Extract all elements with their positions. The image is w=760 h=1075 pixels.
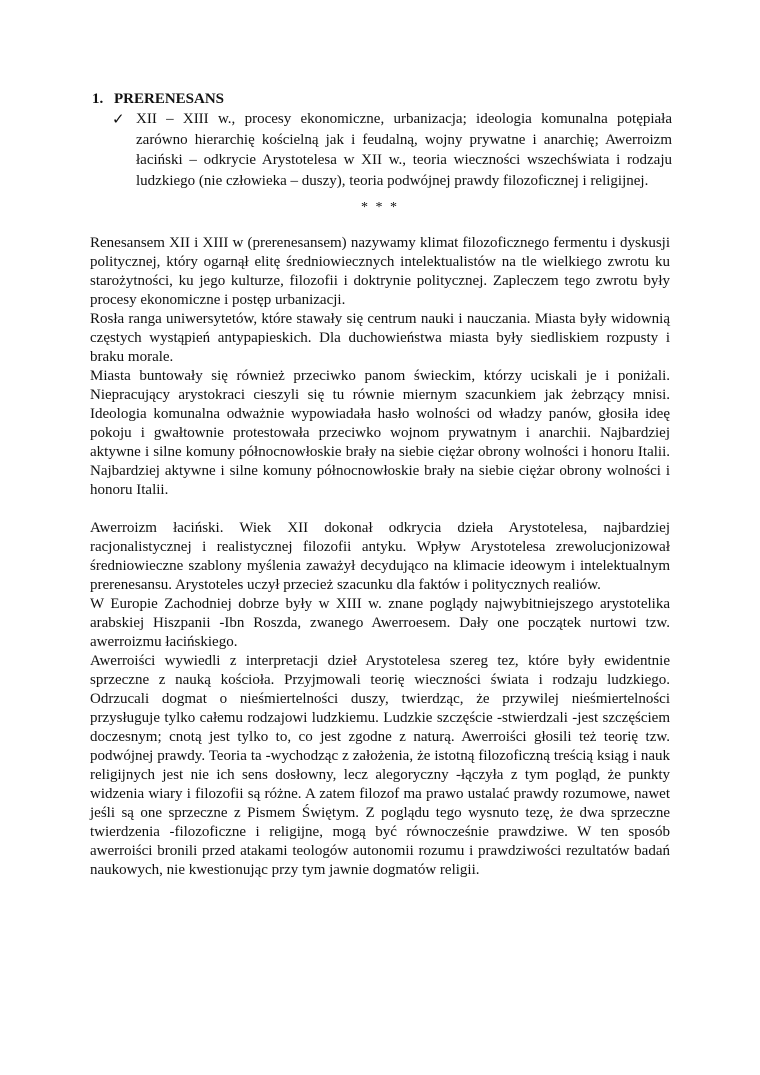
- body-text: [90, 234, 670, 880]
- summary-bullet-text: XII – XIII w., procesy ekonomiczne, urbanizacja; ideologia komunalna potępiała zarówno hierarchię kościelną jak i feudalną, wojny prywatne i anarchię; Awerroizm łaciński – odkrycie Arystotelesa w XII w., teoria wieczności wszechświata i rodzaju ludzkiego (nie człowieka – duszy), teoria podwójnej prawdy filozoficznej i religijnej.: [136, 111, 672, 189]
- summary-bullet: [112, 109, 672, 191]
- section-number: 1.: [92, 91, 104, 107]
- paragraph-renaissance: Renesansem XII i XIII w (prerenesansem) nazywamy klimat filozoficznego fermentu i dyskusji politycznej, który ogarnął elitę średniowiecznych intelektualistów na tle wielkiego zwrotu ku starożytności, ku jego kulturze, filozofii i doktrynie politycznej. Zapleczem tego zwrotu były procesy ekonomiczne i postęp urbanizacji.: [90, 235, 670, 308]
- section-heading: [92, 90, 224, 109]
- paragraph-averroism: Awerroizm łaciński. Wiek XII dokonał odkrycia dzieła Arystotelesa, najbardziej racjonalistycznej i realistycznej filozofii antyku. Wpływ Arystotelesa zrewolucjonizował średniowieczne szablony myślenia zaważył decydująco na klimacie ideowym i intelektualnym prerenesansu. Arystoteles uczył przecież szacunku dla faktów i politycznych realiów.: [90, 520, 670, 593]
- paragraph-gap: [90, 500, 670, 519]
- paragraph-cities: Miasta buntowały się również przeciwko panom świeckim, którzy uciskali je i poniżali. Niepracujący arystokraci cieszyli się tu równie miernym szacunkiem jak żebrzący mnisi. Ideologia komunalna odważnie wypowiadała hasło wolności od władzy panów, głosiła ideę pokoju i gwałtownie protestowała przeciwko wojnom prywatnym i anarchii. Najbardziej aktywne i silne komuny północnowłoskie brały na siebie ciężar obrony wolności i honoru Italii. Najbardziej aktywne i silne komuny północnowłoskie brały na siebie ciężar obrony wolności i honoru Italii.: [90, 368, 670, 498]
- paragraph-western-europe: W Europie Zachodniej dobrze były w XIII w. znane poglądy najwybitniejszego arystotelika arabskiej Hiszpanii -Ibn Roszda, zwanego Awerroesem. Dały one początek nurtowi tzw. awerroizmu łacińskiego.: [90, 596, 670, 650]
- check-icon: ✓: [112, 110, 125, 128]
- section-title: PRERENESANS: [114, 91, 225, 107]
- paragraph-averroists: Awerroiści wywiedli z interpretacji dzieł Arystotelesa szereg tez, które były ewidentnie sprzeczne z nauką kościoła. Przyjmowali teorię wieczności świata i rodzaju ludzkiego. Odrzucali dogmat o nieśmiertelności duszy, twierdząc, że przywilej nieśmiertelności przysługuje tylko całemu rodzajowi ludzkiemu. Ludzkie szczęście -stwierdzali -jest szczęściem doczesnym; cnotą jest tylko to, co jest zgodne z naturą. Awerroiści głosili też teorię tzw. podwójnej prawdy. Teoria ta -wychodząc z założenia, że istotną filozoficzną treścią ksiąg i nauk religijnych jest nie ich sens dosłowny, lecz alegoryczny -łączyła z tym pogląd, że punkty widzenia wiary i filozofii są różne. A zatem filozof ma prawo ustalać prawdy rozumowe, nawet jeśli są one sprzeczne z Pismem Świętym. Z poglądu tego wysnuto tezę, że dwa sprzeczne twierdzenia -filozoficzne i religijne, mogą być równocześnie prawdziwe. W ten sposób awerroiści bronili przed atakami teologów autonomii rozumu i prawdziwości rezultatów badań naukowych, nie kwestionując przy tym jawnie dogmatów religii.: [90, 653, 670, 878]
- section-separator: * * *: [361, 200, 399, 215]
- paragraph-universities: Rosła ranga uniwersytetów, które stawały się centrum nauki i nauczania. Miasta były widownią częstych wystąpień antypapieskich. Dla duchowieństwa miasta były siedliskiem rozpusty i braku morale.: [90, 311, 670, 365]
